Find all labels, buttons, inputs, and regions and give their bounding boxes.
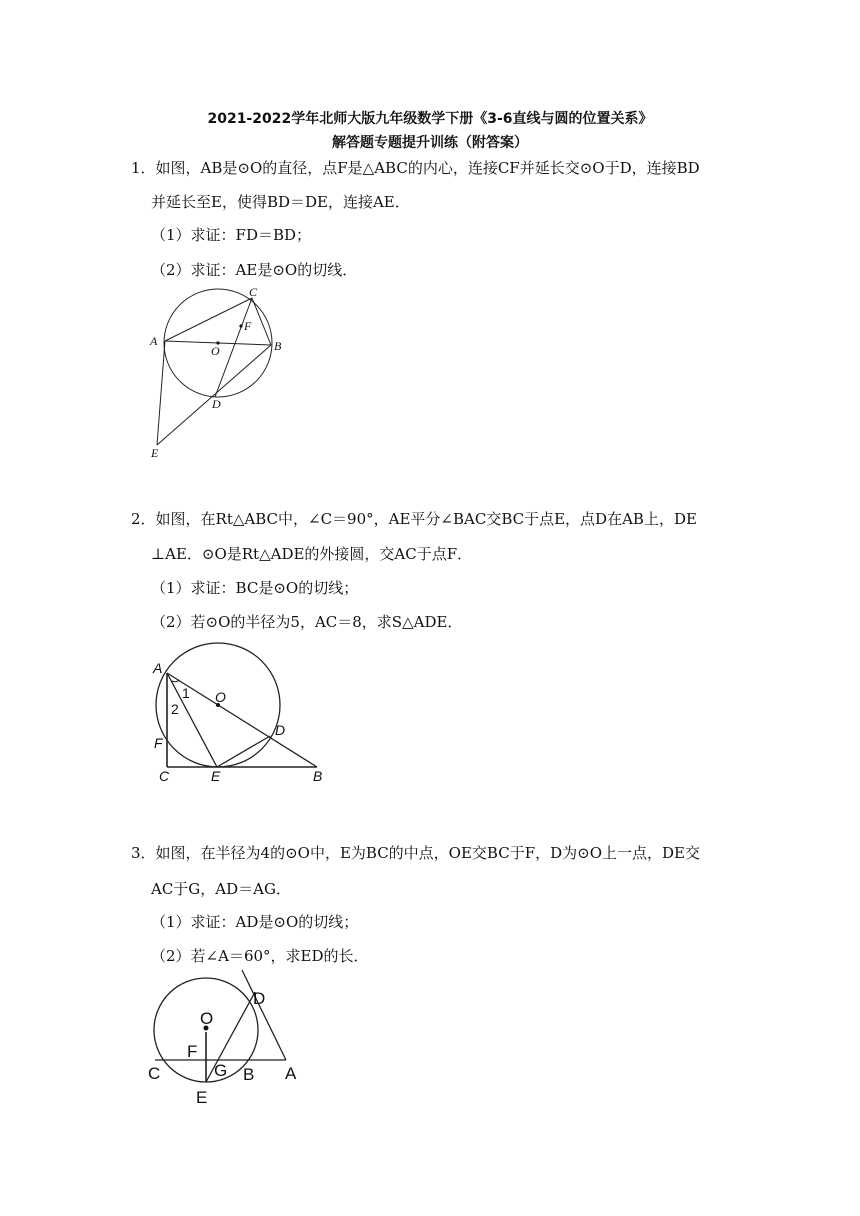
fig3-label-o: O bbox=[200, 1009, 214, 1028]
fig2-label-b: B bbox=[313, 768, 323, 784]
problem-2-part-2: （2）若⊙O的半径为5，AC＝8，求S△ADE． bbox=[151, 613, 463, 631]
problem-3-line-1: 3．如图，在半径为4的⊙O中，E为BC的中点，OE交BC于F，D为⊙O上一点，DE交 bbox=[131, 844, 700, 862]
fig2-label-e: E bbox=[211, 768, 221, 784]
fig2-label-c: C bbox=[159, 768, 170, 784]
fig3-label-f: F bbox=[187, 1042, 198, 1061]
title-line-2: 解答题专题提升训练（附答案） bbox=[332, 135, 528, 151]
problem-1-part-1: （1）求证：FD＝BD； bbox=[151, 226, 312, 244]
fig1-label-c: C bbox=[249, 285, 258, 299]
fig3-label-c: C bbox=[148, 1064, 161, 1083]
fig1-label-f: F bbox=[244, 319, 252, 333]
problem-1-line-2: 并延长至E，使得BD＝DE，连接AE． bbox=[151, 193, 410, 211]
fig1-label-d: D bbox=[212, 397, 221, 411]
fig2-label-o: O bbox=[215, 689, 226, 705]
fig1-label-a: A bbox=[150, 334, 158, 348]
fig2-label-angle-1: 1 bbox=[182, 685, 190, 701]
problem-2-line-2: ⊥AE．⊙O是Rt△ADE的外接圆，交AC于点F． bbox=[151, 545, 473, 563]
problem-1-figure bbox=[140, 280, 300, 465]
fig1-label-b: B bbox=[274, 339, 282, 353]
title-line-1: 2021-2022学年北师大版九年级数学下册《3-6直线与圆的位置关系》 bbox=[207, 111, 653, 127]
fig1-label-e: E bbox=[151, 446, 159, 460]
fig3-label-d: D bbox=[253, 989, 266, 1008]
problem-2-figure bbox=[145, 640, 335, 785]
fig3-label-e: E bbox=[196, 1088, 208, 1107]
fig2-label-d: D bbox=[275, 722, 286, 738]
problem-3-figure bbox=[140, 972, 320, 1112]
problem-3-line-2: AC于G，AD＝AG． bbox=[151, 880, 291, 898]
problem-2-line-1: 2．如图，在Rt△ABC中，∠C＝90°，AE平分∠BAC交BC于点E，点D在AB上，DE bbox=[131, 510, 697, 528]
problem-3-part-1: （1）求证：AD是⊙O的切线； bbox=[151, 913, 359, 931]
fig3-label-a: A bbox=[285, 1064, 297, 1083]
fig2-label-angle-2: 2 bbox=[171, 701, 179, 717]
problem-1-line-1: 1．如图，AB是⊙O的直径，点F是△ABC的内心，连接CF并延长交⊙O于D，连接BD bbox=[131, 159, 700, 177]
problem-2-part-1: （1）求证：BC是⊙O的切线； bbox=[151, 579, 359, 597]
fig1-label-o: O bbox=[211, 344, 220, 358]
problem-3-part-2: （2）若∠A＝60°，求ED的长． bbox=[151, 947, 369, 965]
problem-1-part-2: （2）求证：AE是⊙O的切线． bbox=[151, 261, 358, 279]
fig2-label-f: F bbox=[154, 735, 163, 751]
fig3-label-b: B bbox=[243, 1065, 255, 1084]
fig2-label-a: A bbox=[153, 660, 163, 676]
fig3-label-g: G bbox=[214, 1061, 228, 1080]
